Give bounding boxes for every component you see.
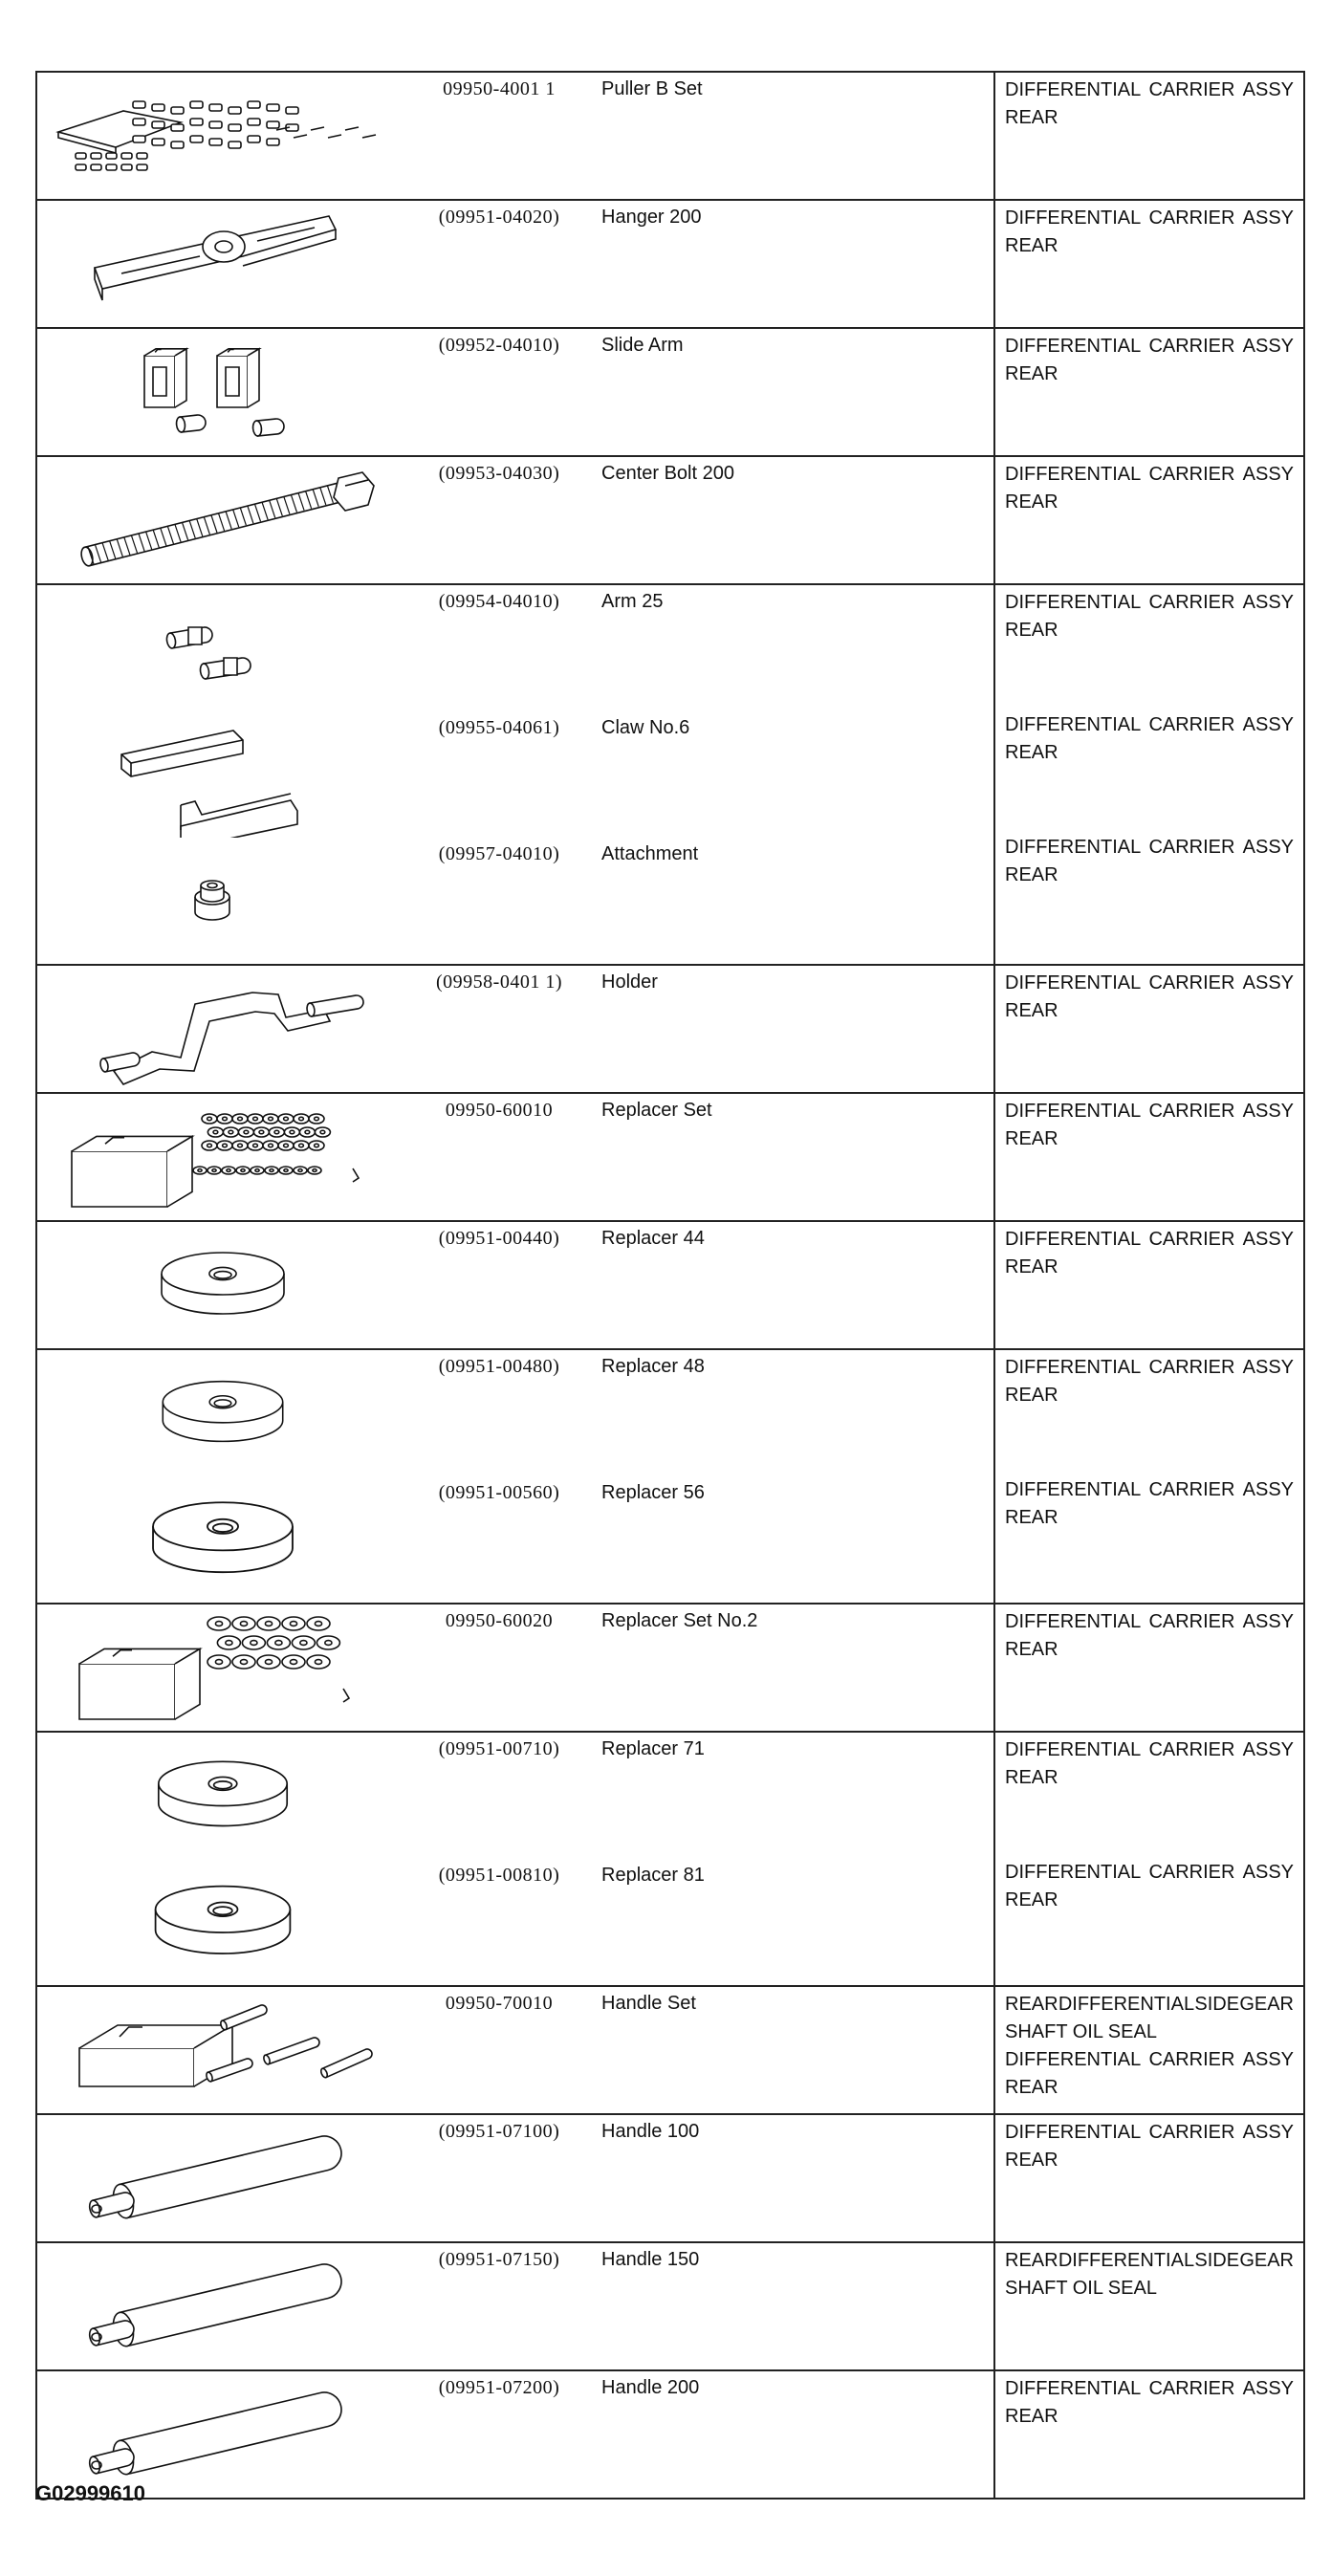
usage-cell: [994, 2370, 1304, 2499]
tool-cell: [36, 200, 994, 328]
tool-cell: [36, 328, 994, 456]
usage-word: DIFFERENTIAL: [1005, 2122, 1142, 2143]
holder-icon: [37, 966, 408, 1092]
center-bolt-icon: [37, 457, 408, 583]
usage-line: SHAFT OIL SEAL: [1005, 2021, 1157, 2042]
usage-word: DIFFERENTIAL: [1005, 1479, 1142, 1500]
tool-item: [37, 1987, 993, 2113]
usage-text: [995, 1855, 1303, 1977]
usage-word: DIFFERENTIAL: [1005, 1101, 1142, 1122]
part-name: Handle 150: [601, 2249, 700, 2270]
usage-text: [995, 708, 1303, 830]
claw-icon: [37, 711, 408, 838]
table-row: [36, 2242, 1304, 2370]
usage-word: DIFFERENTIAL: [1005, 1739, 1142, 1760]
tool-item: [37, 838, 993, 964]
usage-line: REAR: [1005, 1639, 1058, 1660]
handle-set-icon: [37, 1987, 408, 2113]
part-name: Replacer 44: [601, 1228, 705, 1249]
usage-word: DIFFERENTIAL: [1005, 464, 1142, 485]
usage-line: SHAFT OIL SEAL: [1005, 2278, 1157, 2299]
tool-item: [37, 1222, 993, 1348]
part-number: (09953-04030): [438, 463, 560, 484]
table-row: [36, 1093, 1304, 1221]
usage-word: DIFFERENTIAL: [1005, 2378, 1142, 2399]
tool-cell: [36, 2242, 994, 2370]
usage-cell: [994, 1732, 1304, 1986]
usage-word: SIDE: [1194, 2250, 1240, 2271]
usage-line: REAR: [1005, 1256, 1058, 1277]
tool-item: [37, 1094, 993, 1220]
tool-cell: [36, 1732, 994, 1986]
usage-word: ASSY: [1242, 1611, 1294, 1632]
tool-item: [37, 73, 993, 199]
tool-item: [37, 1733, 993, 1859]
tool-item: [37, 711, 993, 838]
tool-cell: [36, 2114, 994, 2242]
usage-cell: [994, 72, 1304, 200]
usage-line: [1005, 461, 1294, 489]
usage-word: ASSY: [1242, 1101, 1294, 1122]
table-row: [36, 584, 1304, 965]
usage-word: REAR: [1005, 1994, 1058, 2015]
tool-item: [37, 585, 993, 711]
usage-word: CARRIER: [1148, 1862, 1235, 1883]
usage-cell: [994, 456, 1304, 584]
usage-word: ASSY: [1242, 207, 1294, 229]
usage-line: [1005, 205, 1294, 232]
part-name: Puller B Set: [601, 78, 703, 99]
part-number: (09958-0401 1): [436, 971, 562, 993]
part-name: Replacer 81: [601, 1865, 705, 1886]
usage-line: REAR: [1005, 1889, 1058, 1910]
part-number: (09951-07100): [438, 2121, 560, 2142]
usage-line: [1005, 1736, 1294, 1764]
part-name: Center Bolt 200: [601, 463, 734, 484]
part-number: (09954-04010): [438, 591, 560, 612]
tool-item: [37, 2115, 993, 2241]
part-number: (09952-04010): [438, 335, 560, 356]
part-number: (09951-04020): [438, 207, 560, 228]
replacer-disc-icon: [37, 1350, 408, 1476]
usage-word: CARRIER: [1148, 2378, 1235, 2399]
usage-word: DIFFERENTIAL: [1005, 592, 1142, 613]
usage-line: REAR: [1005, 1128, 1058, 1149]
usage-line: [1005, 1354, 1294, 1382]
usage-cell: [994, 1604, 1304, 1732]
usage-line: REAR: [1005, 742, 1058, 763]
usage-word: CARRIER: [1148, 1479, 1235, 1500]
usage-word: DIFFERENTIAL: [1005, 1229, 1142, 1250]
usage-line: [1005, 834, 1294, 862]
usage-line: REAR: [1005, 1000, 1058, 1021]
part-name: Replacer 56: [601, 1482, 705, 1503]
tool-item: [37, 1605, 993, 1731]
usage-text: [995, 1094, 1303, 1216]
tool-cell: [36, 2370, 994, 2499]
usage-word: DIFFERENTIAL: [1005, 714, 1142, 735]
usage-word: CARRIER: [1148, 1739, 1235, 1760]
usage-cell: [994, 2242, 1304, 2370]
usage-line: [1005, 1226, 1294, 1254]
usage-line: REAR: [1005, 2077, 1058, 2098]
usage-word: ASSY: [1242, 2378, 1294, 2399]
part-number: (09951-07200): [438, 2377, 560, 2398]
tool-cell: [36, 584, 994, 965]
part-name: Replacer Set: [601, 1100, 712, 1121]
table-row: [36, 2114, 1304, 2242]
usage-word: ASSY: [1242, 1739, 1294, 1760]
part-number: 09950-4001 1: [443, 78, 556, 99]
replacer-set-icon: [37, 1094, 408, 1220]
part-name: Handle 200: [601, 2377, 700, 2398]
table-row: [36, 2370, 1304, 2499]
usage-word: ASSY: [1242, 714, 1294, 735]
usage-line: [1005, 711, 1294, 739]
usage-text: [995, 966, 1303, 1088]
replacer-set-2-icon: [37, 1605, 408, 1731]
part-name: Arm 25: [601, 591, 664, 612]
replacer-disc-icon: [37, 1859, 408, 1985]
usage-text: [995, 73, 1303, 195]
usage-line: REAR: [1005, 1385, 1058, 1406]
usage-word: GEAR: [1239, 2250, 1294, 2271]
part-number: 09950-70010: [445, 1993, 554, 2014]
usage-word: DIFFERENTIAL: [1005, 336, 1142, 357]
usage-cell: [994, 1093, 1304, 1221]
figure-code: G02999610: [35, 2481, 145, 2505]
tool-item: [37, 2371, 993, 2498]
usage-line: REAR: [1005, 1507, 1058, 1528]
usage-text: [995, 2115, 1303, 2238]
table-row: [36, 200, 1304, 328]
usage-word: DIFFERENTIAL: [1005, 79, 1142, 100]
replacer-disc-icon: [37, 1733, 408, 1859]
usage-word: DIFFERENTIAL: [1005, 1611, 1142, 1632]
usage-word: CARRIER: [1148, 592, 1235, 613]
usage-word: CARRIER: [1148, 336, 1235, 357]
usage-line: [1005, 1608, 1294, 1636]
table-row: [36, 1986, 1304, 2114]
usage-text: [995, 457, 1303, 579]
hanger-icon: [37, 201, 408, 327]
usage-text: [995, 1605, 1303, 1727]
handle-icon: [37, 2371, 408, 2498]
usage-cell: [994, 2114, 1304, 2242]
usage-line: [1005, 1098, 1294, 1125]
usage-text: [995, 201, 1303, 323]
usage-word: CARRIER: [1148, 837, 1235, 858]
usage-word: REAR: [1005, 2250, 1058, 2271]
usage-word: ASSY: [1242, 79, 1294, 100]
arm-icon: [37, 585, 408, 711]
usage-text: [995, 2243, 1303, 2366]
table-row: [36, 1221, 1304, 1349]
usage-word: GEAR: [1239, 1994, 1294, 2015]
table-row: [36, 72, 1304, 200]
slide-arm-icon: [37, 329, 408, 455]
usage-word: ASSY: [1242, 1862, 1294, 1883]
part-name: Attachment: [601, 843, 699, 864]
part-number: 09950-60010: [445, 1100, 554, 1121]
usage-word: DIFFERENTIAL: [1058, 2250, 1195, 2271]
usage-text: [995, 329, 1303, 451]
usage-word: CARRIER: [1148, 2049, 1235, 2070]
usage-word: CARRIER: [1148, 1357, 1235, 1378]
tool-item: [37, 201, 993, 327]
part-name: Claw No.6: [601, 717, 690, 738]
tool-item: [37, 329, 993, 455]
usage-word: ASSY: [1242, 464, 1294, 485]
tool-cell: [36, 72, 994, 200]
usage-text: [995, 1987, 1303, 2109]
usage-word: ASSY: [1242, 336, 1294, 357]
usage-line: [1005, 2046, 1294, 2074]
replacer-disc-icon: [37, 1222, 408, 1348]
usage-word: ASSY: [1242, 592, 1294, 613]
usage-text: [995, 2371, 1303, 2494]
tool-cell: [36, 1986, 994, 2114]
table-body: [36, 72, 1304, 2499]
usage-word: CARRIER: [1148, 972, 1235, 993]
part-name: Holder: [601, 971, 658, 993]
usage-word: ASSY: [1242, 972, 1294, 993]
tool-cell: [36, 1349, 994, 1604]
tool-cell: [36, 1604, 994, 1732]
part-number: (09951-00560): [438, 1482, 560, 1503]
part-number: (09955-04061): [438, 717, 560, 738]
usage-word: ASSY: [1242, 2049, 1294, 2070]
replacer-disc-icon: [37, 1476, 408, 1603]
usage-line: [1005, 1859, 1294, 1887]
tool-cell: [36, 1093, 994, 1221]
usage-word: CARRIER: [1148, 1101, 1235, 1122]
usage-line: REAR: [1005, 864, 1058, 885]
usage-word: CARRIER: [1148, 1229, 1235, 1250]
part-name: Hanger 200: [601, 207, 702, 228]
part-number: (09951-00440): [438, 1228, 560, 1249]
usage-line: REAR: [1005, 1767, 1058, 1788]
tool-item: [37, 1859, 993, 1985]
usage-line: REAR: [1005, 2150, 1058, 2171]
usage-line: [1005, 1991, 1294, 2019]
table-row: [36, 1604, 1304, 1732]
tool-item: [37, 457, 993, 583]
usage-line: [1005, 589, 1294, 617]
usage-word: CARRIER: [1148, 1611, 1235, 1632]
usage-line: [1005, 333, 1294, 360]
usage-text: [995, 1473, 1303, 1595]
part-name: Handle 100: [601, 2121, 700, 2142]
tool-item: [37, 1350, 993, 1476]
part-name: Replacer 71: [601, 1738, 705, 1759]
usage-line: [1005, 970, 1294, 997]
usage-line: [1005, 76, 1294, 104]
tool-cell: [36, 1221, 994, 1349]
usage-word: DIFFERENTIAL: [1005, 2049, 1142, 2070]
tool-item: [37, 1476, 993, 1603]
tool-cell: [36, 965, 994, 1093]
tool-cell: [36, 456, 994, 584]
part-name: Replacer 48: [601, 1356, 705, 1377]
usage-cell: [994, 965, 1304, 1093]
usage-line: REAR: [1005, 363, 1058, 384]
usage-word: DIFFERENTIAL: [1058, 1994, 1195, 2015]
usage-word: ASSY: [1242, 1479, 1294, 1500]
usage-text: [995, 585, 1303, 708]
usage-text: [995, 830, 1303, 952]
usage-line: [1005, 2247, 1294, 2275]
usage-word: ASSY: [1242, 2122, 1294, 2143]
part-number: 09950-60020: [445, 1610, 554, 1631]
part-number: (09957-04010): [438, 843, 560, 864]
part-name: Handle Set: [601, 1993, 696, 2014]
part-number: (09951-00480): [438, 1356, 560, 1377]
tool-item: [37, 966, 993, 1092]
table-row: [36, 456, 1304, 584]
usage-cell: [994, 1349, 1304, 1604]
usage-word: ASSY: [1242, 1357, 1294, 1378]
usage-text: [995, 1350, 1303, 1473]
part-name: Replacer Set No.2: [601, 1610, 758, 1631]
usage-cell: [994, 200, 1304, 328]
handle-icon: [37, 2115, 408, 2241]
usage-text: [995, 1733, 1303, 1855]
usage-word: CARRIER: [1148, 207, 1235, 229]
usage-word: CARRIER: [1148, 2122, 1235, 2143]
usage-word: CARRIER: [1148, 79, 1235, 100]
usage-cell: [994, 1221, 1304, 1349]
usage-word: DIFFERENTIAL: [1005, 207, 1142, 229]
usage-cell: [994, 328, 1304, 456]
usage-text: [995, 1222, 1303, 1344]
usage-word: ASSY: [1242, 837, 1294, 858]
part-number: (09951-00810): [438, 1865, 560, 1886]
usage-word: DIFFERENTIAL: [1005, 972, 1142, 993]
usage-word: CARRIER: [1148, 464, 1235, 485]
usage-line: REAR: [1005, 235, 1058, 256]
usage-word: DIFFERENTIAL: [1005, 1357, 1142, 1378]
puller-set-icon: [37, 73, 408, 199]
usage-word: ASSY: [1242, 1229, 1294, 1250]
usage-line: REAR: [1005, 491, 1058, 513]
part-name: Slide Arm: [601, 335, 684, 356]
table-row: [36, 965, 1304, 1093]
usage-line: [1005, 2119, 1294, 2147]
usage-cell: [994, 1986, 1304, 2114]
attachment-icon: [37, 838, 408, 964]
table-row: [36, 328, 1304, 456]
handle-icon: [37, 2243, 408, 2369]
part-number: (09951-00710): [438, 1738, 560, 1759]
tool-item: [37, 2243, 993, 2369]
table-row: [36, 1732, 1304, 1986]
usage-line: REAR: [1005, 107, 1058, 128]
part-number: (09951-07150): [438, 2249, 560, 2270]
usage-word: DIFFERENTIAL: [1005, 1862, 1142, 1883]
usage-line: [1005, 2375, 1294, 2403]
usage-line: REAR: [1005, 620, 1058, 641]
usage-word: DIFFERENTIAL: [1005, 837, 1142, 858]
special-service-tools-table: [35, 71, 1305, 2500]
usage-word: SIDE: [1194, 1994, 1240, 2015]
usage-line: REAR: [1005, 2406, 1058, 2427]
usage-line: [1005, 1476, 1294, 1504]
usage-word: CARRIER: [1148, 714, 1235, 735]
usage-cell: [994, 584, 1304, 965]
table-row: [36, 1349, 1304, 1604]
